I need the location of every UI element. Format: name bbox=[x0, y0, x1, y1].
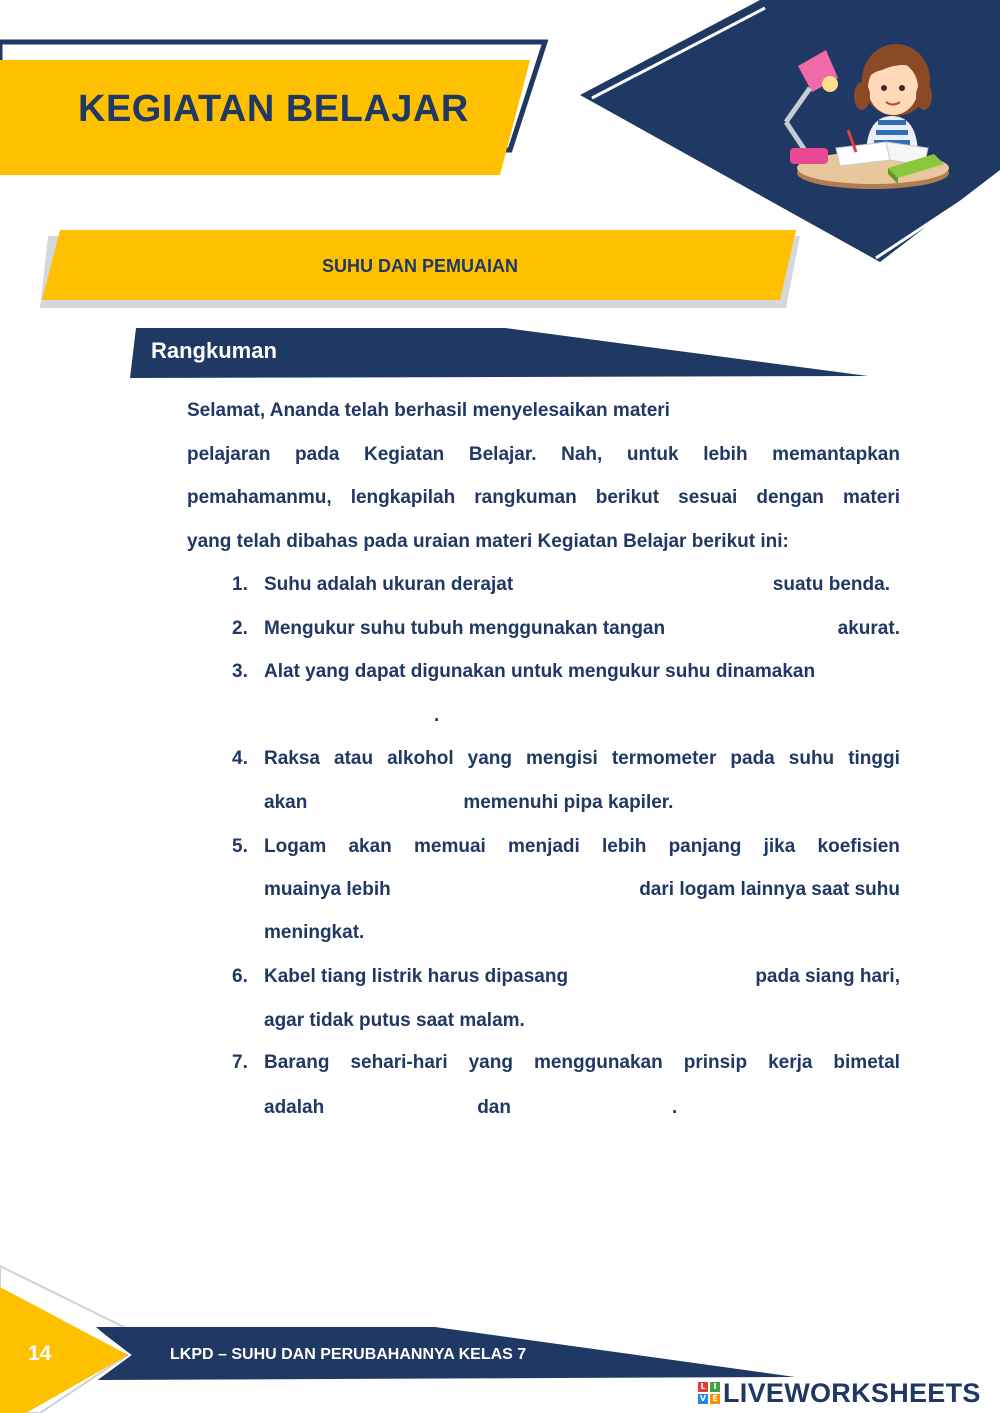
item-3: Alat yang dapat digunakan untuk mengukur suhu dinamakan bbox=[264, 661, 816, 682]
item-word: atau bbox=[334, 748, 374, 769]
item-word: menggunakan bbox=[533, 1052, 663, 1073]
item-text: Suhu adalah ukuran derajat bbox=[264, 574, 514, 595]
intro-line-4: yang telah dibahas pada uraian materi Kegiatan Belajar berikut ini: bbox=[187, 531, 789, 552]
item-word: jika bbox=[763, 836, 796, 857]
item-word: Barang bbox=[264, 1052, 330, 1073]
intro-word: dengan bbox=[756, 487, 824, 508]
intro-word: pada bbox=[295, 444, 340, 465]
item-text: pada siang hari, bbox=[755, 966, 900, 987]
item-text: adalah bbox=[264, 1097, 325, 1118]
item-5-line-2 bbox=[264, 878, 900, 902]
item-text: akurat. bbox=[837, 618, 900, 639]
item-5-line-3: meningkat. bbox=[264, 922, 365, 943]
item-number-4: 4. bbox=[232, 748, 248, 769]
item-word: termometer bbox=[611, 748, 717, 769]
item-word: prinsip bbox=[683, 1052, 748, 1073]
intro-word: materi bbox=[842, 487, 900, 508]
item-word: memuai bbox=[414, 836, 486, 857]
item-word: kerja bbox=[768, 1052, 813, 1073]
item-word: menjadi bbox=[508, 836, 580, 857]
logo-letter: V bbox=[699, 1394, 707, 1403]
item-word: alkohol bbox=[387, 748, 454, 769]
item-2 bbox=[264, 617, 900, 641]
intro-word: pemahamanmu, bbox=[187, 487, 332, 508]
item-number-2: 2. bbox=[232, 618, 248, 639]
item-text: suatu benda. bbox=[772, 574, 890, 595]
item-4-line-1 bbox=[264, 747, 900, 771]
item-word: yang bbox=[468, 1052, 513, 1073]
page-number: 14 bbox=[28, 1342, 52, 1365]
intro-word: berikut bbox=[595, 487, 660, 508]
intro-line-2 bbox=[187, 443, 900, 467]
item-word: tinggi bbox=[848, 748, 900, 769]
item-word: panjang bbox=[668, 836, 742, 857]
item-number-3: 3. bbox=[232, 661, 248, 682]
liveworksheets-text: LIVEWORKSHEETS bbox=[723, 1377, 981, 1408]
item-word: mengisi bbox=[526, 748, 598, 769]
liveworksheets-logo bbox=[698, 1378, 981, 1408]
item-3-end: . bbox=[434, 705, 440, 726]
section-title: Rangkuman bbox=[151, 338, 277, 363]
item-5-line-1 bbox=[264, 835, 900, 859]
item-text: . bbox=[671, 1097, 678, 1118]
logo-letter: L bbox=[698, 1382, 708, 1392]
item-number-1: 1. bbox=[232, 574, 248, 595]
logo-letter: E bbox=[710, 1394, 720, 1404]
item-number-5: 5. bbox=[232, 836, 248, 857]
item-text: memenuhi pipa kapiler. bbox=[463, 792, 674, 813]
item-word: sehari-hari bbox=[350, 1052, 448, 1073]
item-6-line-1 bbox=[264, 965, 900, 989]
intro-word: Kegiatan bbox=[364, 444, 445, 465]
item-word: koefisien bbox=[817, 836, 900, 857]
girl-studying-icon bbox=[778, 30, 953, 195]
intro-word: lebih bbox=[703, 444, 748, 465]
item-text: muainya lebih bbox=[264, 879, 391, 900]
item-text: akan bbox=[264, 792, 308, 813]
intro-word: rangkuman bbox=[474, 487, 577, 508]
item-word: yang bbox=[467, 748, 512, 769]
item-number-6: 6. bbox=[232, 966, 248, 987]
subheader-title: SUHU DAN PEMUAIAN bbox=[321, 256, 518, 276]
answer-blank-3[interactable] bbox=[264, 704, 432, 728]
item-word: akan bbox=[348, 836, 392, 857]
item-4-line-2 bbox=[264, 791, 900, 815]
item-word: suhu bbox=[788, 748, 835, 769]
item-word: pada bbox=[730, 748, 775, 769]
item-word: lebih bbox=[602, 836, 647, 857]
header-title: KEGIATAN BELAJAR bbox=[78, 88, 469, 130]
item-word: Logam bbox=[264, 836, 327, 857]
item-1 bbox=[264, 573, 900, 597]
footer-title: LKPD – SUHU DAN PERUBAHANNYA KELAS 7 bbox=[170, 1346, 527, 1363]
liveworksheets-grid-icon bbox=[698, 1382, 720, 1404]
item-text: dari logam lainnya saat suhu bbox=[639, 879, 900, 900]
item-text: Kabel tiang listrik harus dipasang bbox=[264, 966, 569, 987]
item-word: Raksa bbox=[264, 748, 320, 769]
intro-word: lengkapilah bbox=[350, 487, 456, 508]
item-7-line-1 bbox=[264, 1051, 900, 1075]
intro-word: memantapkan bbox=[772, 444, 900, 465]
intro-line-1: Selamat, Ananda telah berhasil menyelesaikan materi bbox=[187, 400, 670, 421]
item-7-line-2 bbox=[264, 1096, 900, 1120]
logo-letter: I bbox=[710, 1382, 720, 1392]
intro-line-3 bbox=[187, 486, 900, 510]
intro-word: Belajar. bbox=[468, 444, 537, 465]
item-word: bimetal bbox=[833, 1052, 900, 1073]
intro-word: untuk bbox=[626, 444, 679, 465]
intro-word: sesuai bbox=[678, 487, 738, 508]
intro-word: Nah, bbox=[561, 444, 603, 465]
item-6-line-2: agar tidak putus saat malam. bbox=[264, 1010, 525, 1031]
intro-word: pelajaran bbox=[187, 444, 271, 465]
item-text: dan bbox=[477, 1097, 511, 1118]
item-text: Mengukur suhu tubuh menggunakan tangan bbox=[264, 618, 666, 639]
item-number-7: 7. bbox=[232, 1052, 248, 1073]
